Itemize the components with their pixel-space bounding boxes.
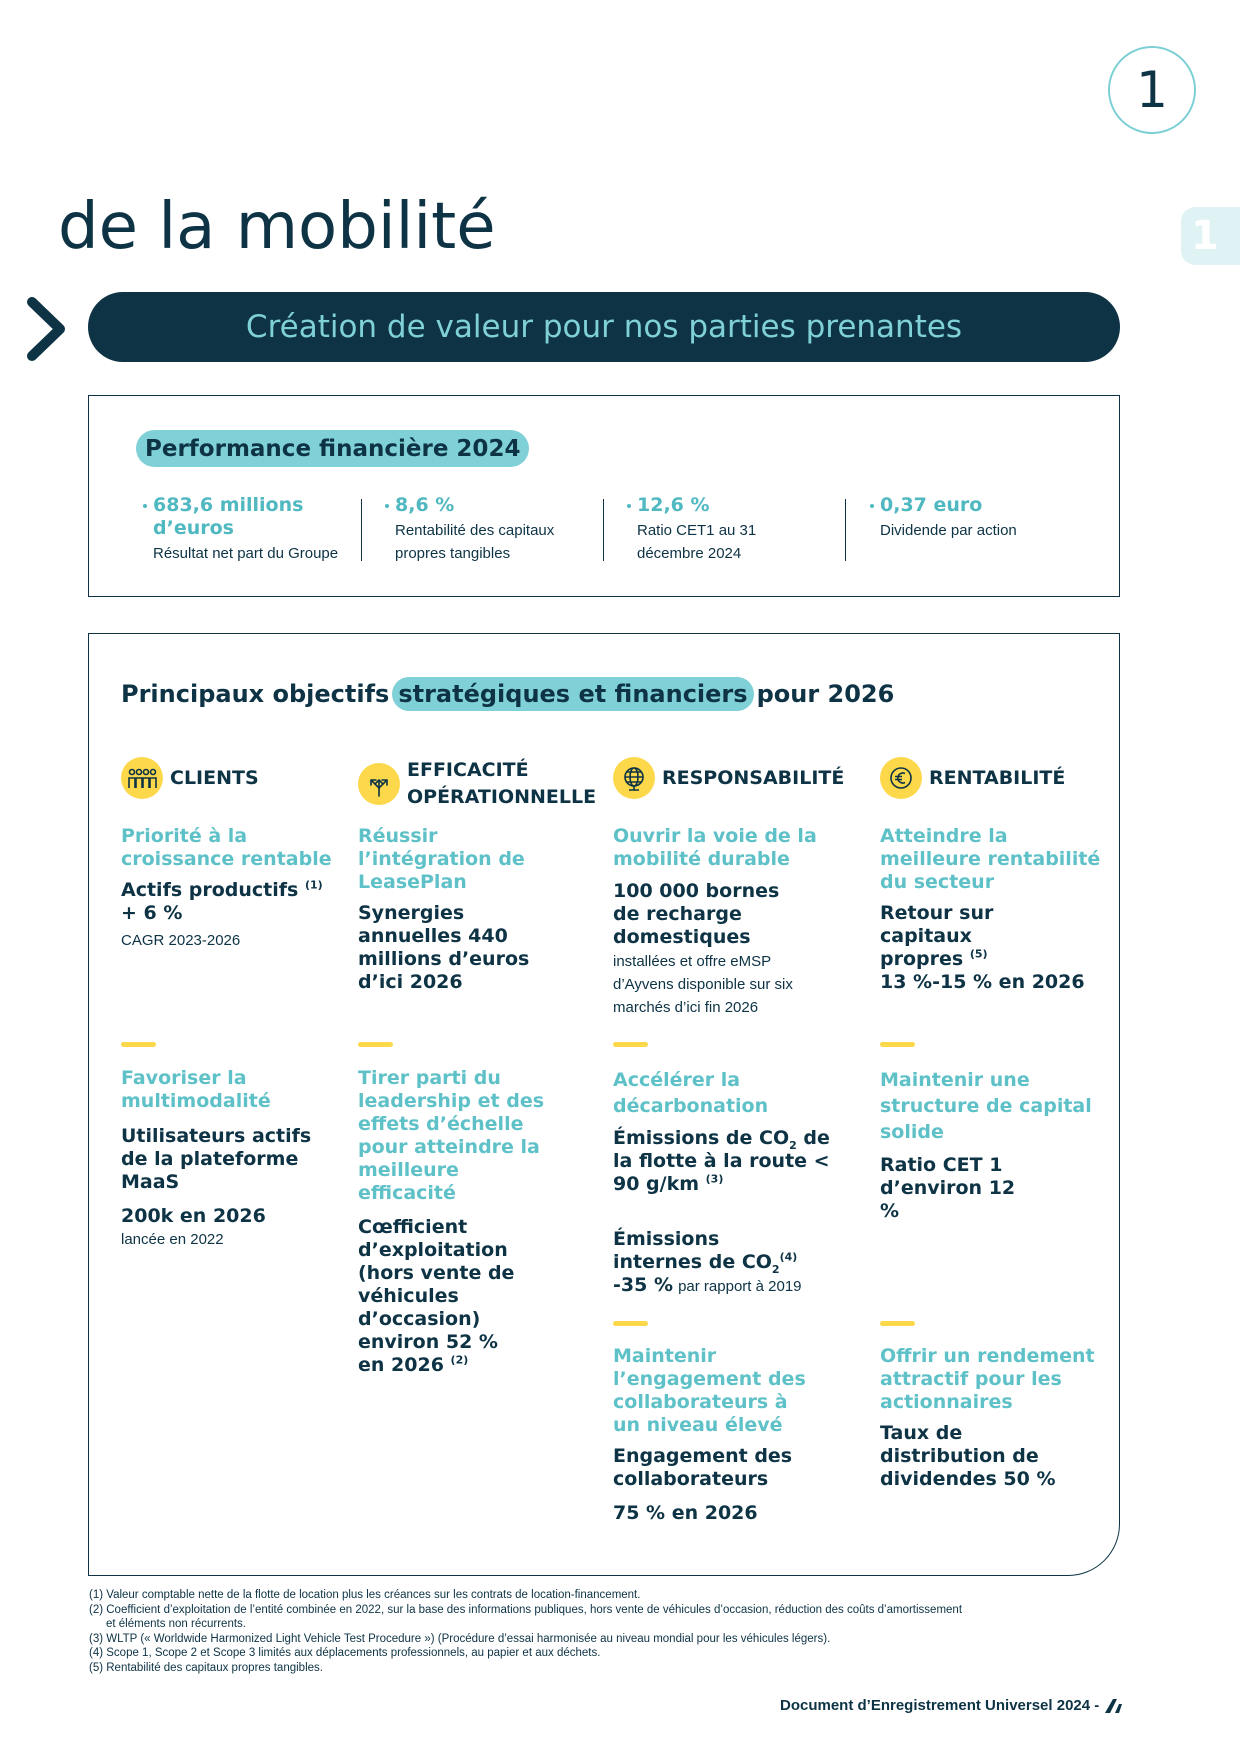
subscript: 2	[789, 1138, 797, 1152]
objective-heading: Priorité à la croissance rentable	[121, 825, 332, 870]
metric-note: par rapport à 2019	[678, 1278, 802, 1295]
metric-value: -35 %	[613, 1274, 673, 1296]
kpi-label: Résultat net part du Groupe	[153, 545, 339, 562]
objective-metric	[880, 902, 1055, 971]
objective-metric: Taux de distribution de dividendes 50 %	[880, 1422, 1056, 1490]
category-clients	[121, 757, 259, 799]
yellow-separator	[121, 1042, 156, 1047]
objective-column-efficiency-2	[358, 1067, 558, 1377]
kpi-divider	[603, 499, 604, 561]
kpi-net-income	[153, 494, 363, 565]
objective-column-responsibility-3	[613, 1345, 813, 1525]
yellow-separator	[613, 1321, 648, 1326]
footnote: (1) Valeur comptable nette de la flotte de location plus les créances sur les contrats de location-financement.	[89, 1589, 641, 1601]
objectives-title-highlight: stratégiques et financiers	[392, 677, 753, 711]
objective-metric	[613, 1228, 803, 1274]
objective-metric: Engagement des collaborateurs	[613, 1445, 793, 1490]
document-footer	[780, 1697, 1122, 1714]
yellow-separator	[880, 1321, 915, 1326]
subscript: 2	[771, 1262, 780, 1276]
kpi-value: 12,6 %	[637, 494, 797, 517]
objective-column-clients-2	[121, 1067, 321, 1251]
objective-column-clients	[121, 825, 346, 952]
kpi-value: 0,37 euro	[880, 494, 1090, 517]
category-label: RESPONSABILITÉ	[662, 766, 845, 789]
yellow-separator	[358, 1042, 393, 1047]
people-icon	[121, 757, 163, 799]
objective-column-profitability	[880, 825, 1105, 994]
objectives-title-part2: pour 2026	[756, 680, 895, 708]
objective-heading: Réussir l’intégration de LeasePlan	[358, 825, 525, 893]
footnote-ref: (5)	[969, 947, 988, 961]
footnote: (5) Rentabilité des capitaux propres tangibles.	[89, 1661, 323, 1674]
kpi-dividend	[880, 494, 1090, 542]
yellow-separator	[880, 1042, 915, 1047]
objective-metric	[121, 879, 346, 902]
side-chapter-tab[interactable]: 1	[1181, 207, 1240, 265]
objective-heading: Maintenir une structure de capital solide	[880, 1069, 1092, 1143]
category-label: RENTABILITÉ	[929, 766, 1066, 789]
objective-heading: Favoriser la multimodalité	[121, 1067, 271, 1112]
performance-title: Performance financière 2024	[136, 430, 529, 467]
metric-value: 200k en 2026	[121, 1205, 266, 1227]
footnote-ref: (1)	[304, 878, 323, 892]
kpi-divider	[361, 499, 362, 561]
footnote: (3) WLTP (« Worldwide Harmonized Light Vehicle Test Procedure ») (Procédure d’essai harmonisée au niveau mondial pour les véhicules légers).	[89, 1632, 831, 1645]
objective-heading: Offrir un rendement attractif pour les actionnaires	[880, 1345, 1095, 1413]
objective-heading: Maintenir l’engagement des collaborateurs à un niveau élevé	[613, 1345, 806, 1436]
objective-column-efficiency	[358, 825, 573, 994]
metric-note: lancée en 2022	[121, 1231, 224, 1248]
metric-label: Actifs productifs	[121, 879, 299, 901]
chapter-number-badge: 1	[1108, 46, 1196, 134]
footnotes	[89, 1588, 962, 1676]
objectives-title	[121, 677, 894, 711]
objective-heading: Atteindre la meilleure rentabilité du secteur	[880, 825, 1101, 893]
metric-label: de la flotte à la route < 90 g/km	[613, 1127, 830, 1195]
objectives-title-part1: Principaux objectifs	[121, 680, 390, 708]
metric-note: installées et offre eMSP d’Ayvens disponible sur six marchés d’ici fin 2026	[613, 953, 793, 1016]
metric-note: CAGR 2023-2026	[121, 932, 241, 949]
objective-metric: Ratio CET 1 d’environ 12 %	[880, 1154, 1016, 1222]
arrows-icon	[358, 763, 400, 805]
globe-icon	[613, 757, 655, 799]
objective-metric: Synergies annuelles 440 millions d’euros d’ici 2026	[358, 902, 530, 993]
category-profitability	[880, 757, 1065, 799]
euro-icon	[880, 757, 922, 799]
metric-value: + 6 %	[121, 902, 183, 924]
objective-metric: Utilisateurs actifs de la plateforme MaaS	[121, 1125, 312, 1193]
kpi-value: 8,6 %	[395, 494, 575, 517]
metric-label: Émissions internes de CO	[613, 1228, 772, 1273]
kpi-roe	[395, 494, 575, 565]
kpi-label: Ratio CET1 au 31 décembre 2024	[637, 522, 757, 562]
footnote-ref: (4)	[779, 1250, 798, 1264]
objective-column-responsibility-2	[613, 1067, 833, 1298]
ayvens-logo-icon	[1104, 1698, 1122, 1714]
objective-metric	[613, 1274, 833, 1298]
objective-column-responsibility	[613, 825, 828, 1019]
footnote-ref: (2)	[450, 1353, 469, 1367]
category-responsibility	[613, 757, 844, 799]
objective-heading: Accélérer la décarbonation	[613, 1069, 769, 1117]
category-efficiency	[358, 757, 597, 811]
metric-label: Cœfficient d’exploitation (hors vente de véhicules d’occasion) environ 52 % en 2026	[358, 1216, 515, 1376]
footnote: (2) Coefficient d’exploitation de l’entité combinée en 2022, sur la base des informations publiques, hors vente de véhicules d’occasion, réduction des coûts d’amortissement	[89, 1603, 963, 1616]
category-label: EFFICACITÉ OPÉRATIONNELLE	[407, 759, 597, 808]
banner-title: Création de valeur pour nos parties prenantes	[245, 309, 963, 345]
objective-metric	[358, 1216, 518, 1377]
chevron-right-icon	[22, 294, 72, 364]
footnote: et éléments non récurrents.	[106, 1618, 246, 1631]
footer-text: Document d’Enregistrement Universel 2024 -	[780, 1697, 1100, 1714]
category-label: CLIENTS	[170, 766, 259, 789]
metric-label: Émissions de CO	[613, 1127, 790, 1149]
yellow-separator	[613, 1042, 648, 1047]
metric-value: 75 % en 2026	[613, 1502, 758, 1524]
footnote-ref: (3)	[705, 1172, 724, 1186]
footnote: (4) Scope 1, Scope 2 et Scope 3 limités aux déplacements professionnels, au papier et aux déchets.	[89, 1647, 601, 1660]
objective-metric	[613, 1127, 833, 1196]
kpi-label: Rentabilité des capitaux propres tangibles	[395, 522, 555, 562]
objective-heading: Tirer parti du leadership et des effets d’échelle pour atteindre la meilleure efficacité	[358, 1067, 545, 1204]
kpi-divider	[845, 499, 846, 561]
metric-value: 13 %-15 % en 2026	[880, 971, 1085, 993]
kpi-value: 683,6 millions d’euros	[153, 494, 363, 540]
objective-column-profitability-2	[880, 1067, 1100, 1223]
kpi-cet1	[637, 494, 797, 565]
metric-label: Retour sur capitaux propres	[880, 902, 994, 970]
page-title: de la mobilité	[58, 190, 496, 264]
objective-column-profitability-3	[880, 1345, 1095, 1491]
kpi-label: Dividende par action	[880, 522, 1017, 539]
section-banner	[88, 292, 1120, 362]
objective-heading: Ouvrir la voie de la mobilité durable	[613, 825, 817, 870]
objective-metric: 100 000 bornes de recharge domestiques	[613, 880, 780, 948]
